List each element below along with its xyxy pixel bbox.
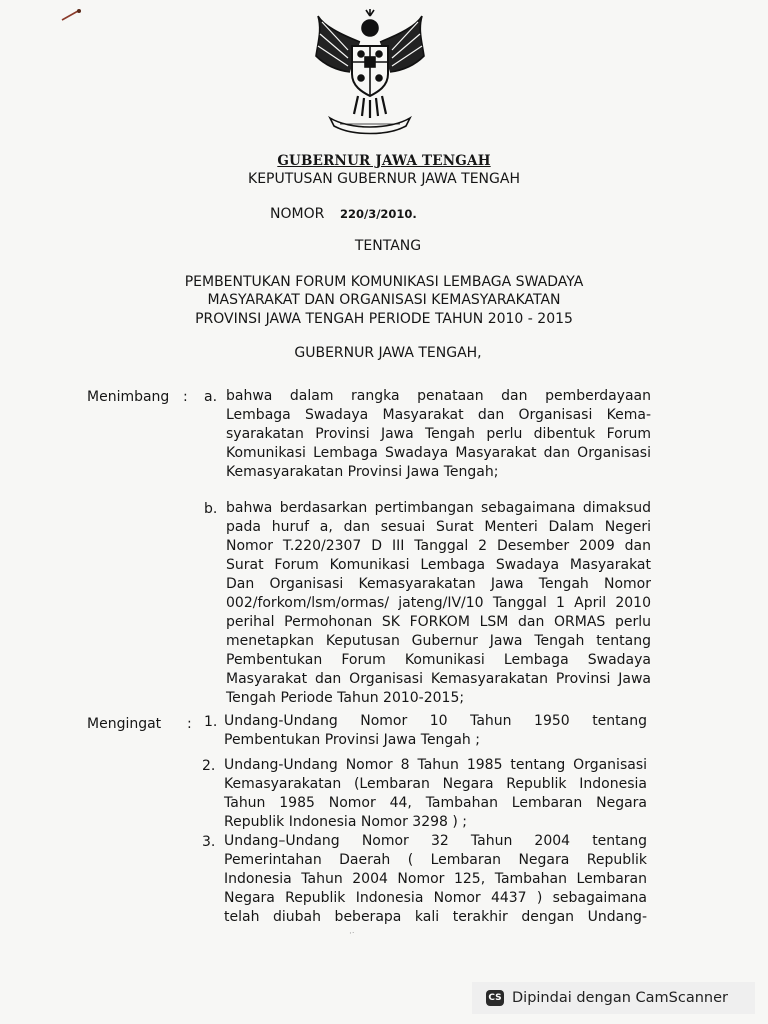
text-line: menetapkan Keputusan Gubernur Jawa Tengah tentang — [226, 633, 651, 649]
item-marker: b. — [204, 501, 218, 517]
text-line: Tahun 1985 Nomor 44, Tambahan Lembaran Negara — [224, 795, 647, 811]
text-line: 002/forkom/lsm/ormas/ jateng/IV/10 Tanggal 1 April 2010 — [226, 595, 651, 611]
mengingat-label: Mengingat — [87, 716, 162, 732]
text-line: Dan Organisasi Kemasyarakatan Jawa Tengah Nomor — [226, 576, 651, 592]
decree-subject-line: PEMBENTUKAN FORUM KOMUNIKASI LEMBAGA SWADAYA — [184, 274, 584, 290]
decree-subject-line: MASYARAKAT DAN ORGANISASI KEMASYARAKATAN — [207, 292, 561, 308]
item-marker: a. — [204, 389, 218, 405]
text-line: Pembentukan Forum Komunikasi Lembaga Swadaya — [226, 652, 651, 668]
camscanner-badge — [472, 982, 755, 1014]
tentang-heading: TENTANG — [354, 238, 422, 254]
text-line: Negara Republik Indonesia Nomor 4437 ) sebagaimana — [224, 890, 647, 906]
text-line: Undang-Undang Nomor 10 Tahun 1950 tentang — [224, 713, 647, 729]
text-line: Kemasyarakatan Provinsi Jawa Tengah; — [226, 464, 499, 480]
menimbang-item-a — [226, 387, 651, 482]
mengingat-item-1 — [224, 712, 647, 750]
text-line: Nomor T.220/2307 D III Tanggal 2 Desember 2009 dan — [226, 538, 651, 554]
text-line: Surat Forum Komunikasi Lembaga Swadaya Masyarakat — [226, 557, 651, 573]
text-line: Undang-Undang Nomor 8 Tahun 1985 tentang Organisasi — [224, 757, 647, 773]
text-line: Kemasyarakatan (Lembaran Negara Republik Indonesia — [224, 776, 647, 792]
pin-mark-icon — [60, 8, 82, 22]
mengingat-item-2 — [224, 756, 647, 832]
text-line: Komunikasi Lembaga Swadaya Masyarakat dan Organisasi — [226, 445, 651, 461]
camscanner-logo-icon: CS — [486, 990, 504, 1006]
decree-title: KEPUTUSAN GUBERNUR JAWA TENGAH — [248, 171, 520, 187]
text-line: Indonesia Tahun 2004 Nomor 125, Tambahan Lembaran — [224, 871, 647, 887]
scan-speck: ·ᐧ — [349, 929, 355, 939]
text-line: Undang–Undang Nomor 32 Tahun 2004 tentang — [224, 833, 647, 849]
text-line: Pemerintahan Daerah ( Lembaran Negara Republik — [224, 852, 647, 868]
nomor-label: NOMOR — [270, 206, 325, 222]
text-line: bahwa berdasarkan pertimbangan sebagaimana dimaksud — [226, 500, 651, 516]
decree-subject-line: PROVINSI JAWA TENGAH PERIODE TAHUN 2010 - 2015 — [195, 311, 573, 327]
item-marker: 3. — [202, 834, 216, 850]
text-line: Pembentukan Provinsi Jawa Tengah ; — [224, 732, 480, 748]
menimbang-item-b — [226, 499, 651, 708]
text-line: pada huruf a, dan sesuai Surat Menteri Dalam Negeri — [226, 519, 651, 535]
menimbang-colon: : — [183, 389, 188, 405]
text-line: bahwa dalam rangka penataan dan pemberdayaan — [226, 388, 651, 404]
governor-heading: GUBERNUR JAWA TENGAH — [277, 153, 491, 169]
text-line: Masyarakat dan Organisasi Kemasyarakatan Provinsi Jawa — [226, 671, 651, 687]
nomor-value: 220/3/2010. — [340, 207, 417, 221]
item-marker: 2. — [202, 758, 216, 774]
text-line: perihal Permohonan SK FORKOM LSM dan ORMAS perlu — [226, 614, 651, 630]
menimbang-label: Menimbang — [87, 389, 170, 405]
mengingat-colon: : — [187, 716, 192, 732]
text-line: Lembaga Swadaya Masyarakat dan Organisasi Kema- — [226, 407, 651, 423]
text-line: Tengah Periode Tahun 2010-2015; — [226, 690, 465, 706]
text-line: Republik Indonesia Nomor 3298 ) ; — [224, 814, 468, 830]
governor-signatory-heading: GUBERNUR JAWA TENGAH, — [294, 345, 482, 361]
garuda-emblem-icon — [310, 8, 430, 136]
text-line: syarakatan Provinsi Jawa Tengah perlu dibentuk Forum — [226, 426, 651, 442]
item-marker: 1. — [204, 714, 218, 730]
camscanner-text: Dipindai dengan CamScanner — [512, 990, 729, 1006]
mengingat-item-3 — [224, 832, 647, 927]
text-line: telah diubah beberapa kali terakhir dengan Undang- — [224, 909, 647, 925]
